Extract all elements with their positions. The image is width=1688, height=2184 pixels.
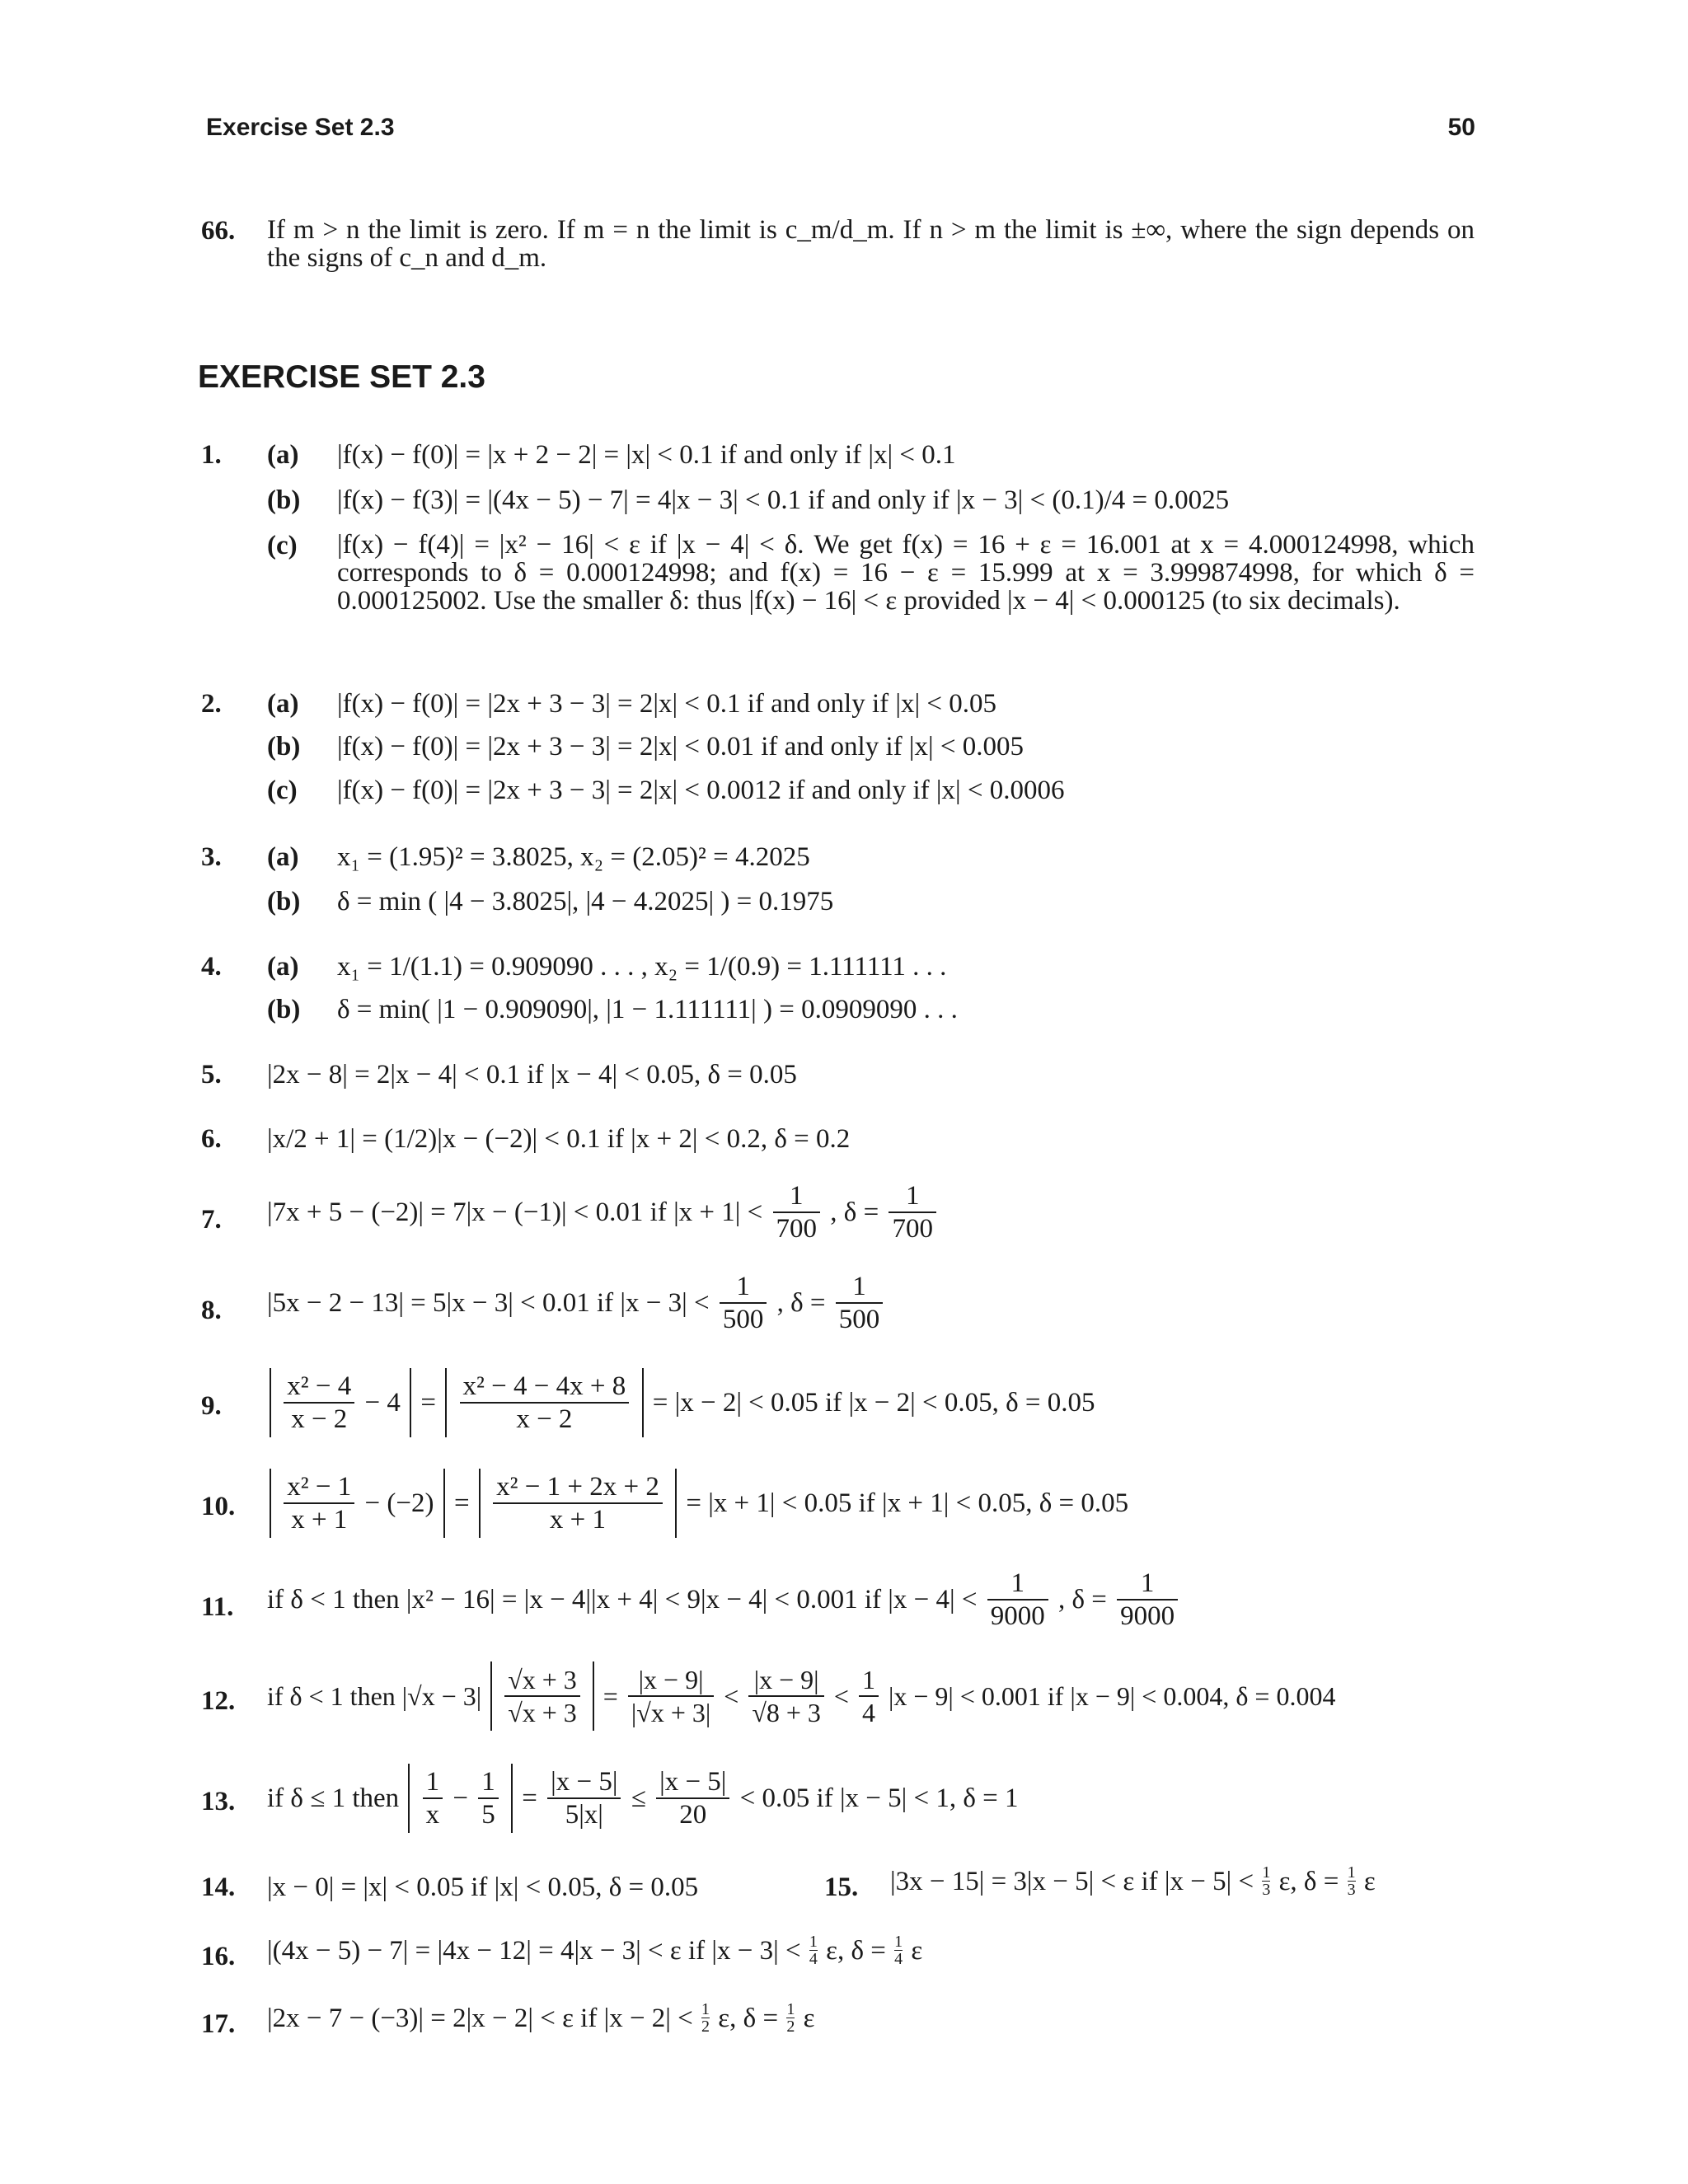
exercise-number: 10. (201, 1492, 236, 1521)
fraction: $\frac{\text{x² − 1}}{x + 1}$ (284, 1471, 354, 1535)
exercise-number: 17. (201, 2009, 236, 2039)
exercise-text: |2x − 8| = 2|x − 4| < 0.1 if |x − 4| < 0.05, δ = 0.05 (267, 1060, 797, 1090)
equals-sign: = (420, 1388, 437, 1418)
page-number: 50 (1447, 114, 1475, 141)
fraction: $\frac{1}{2}$ (701, 2000, 710, 2036)
expression: if δ < 1 then |√x − 3| (267, 1681, 482, 1711)
exercise-text: If m > n the limit is zero. If m = n the limit is c_m/d_m. If n > m the limit is ±∞, where the sign depends on the signs of c_n and d_m. (267, 215, 1475, 273)
part-a-text: x₁ = (1.95)² = 3.8025, x₂ = (2.05)² = 4.2025 (337, 842, 810, 872)
expression: ε (1363, 1866, 1376, 1896)
part-b-text: |f(x) − f(0)| = |2x + 3 − 3| = 2|x| < 0.01 if and only if |x| < 0.005 (337, 732, 1024, 762)
fraction: $\frac{1}{2}$ (786, 2000, 795, 2036)
fraction: $\frac{\text{x² − 4}}{x - 2}$ (284, 1371, 354, 1435)
exercise-number: 7. (201, 1205, 222, 1235)
exercise-number: 6. (201, 1124, 222, 1154)
fraction: $\frac{1}{500}$ (836, 1271, 884, 1335)
fraction: $\frac{1}{4}$ (859, 1664, 879, 1728)
part-a-text: |f(x) − f(0)| = |2x + 3 − 3| = 2|x| < 0.1 if and only if |x| < 0.05 (337, 689, 996, 719)
running-header-title: Exercise Set 2.3 (206, 114, 395, 141)
fraction: $\frac{1}{700}$ (773, 1180, 821, 1244)
expression: − (−2) (364, 1488, 434, 1518)
exercise-number: 9. (201, 1391, 222, 1421)
exercise-number: 14. (201, 1872, 236, 1902)
equals-sign: = (603, 1681, 618, 1711)
fraction: $\frac{1}{9000}$ (987, 1568, 1048, 1632)
part-label: (b) (267, 732, 301, 762)
exercise-number: 13. (201, 1787, 236, 1816)
fraction: $\frac{|x - 9|}{√8 + 3}$ (748, 1664, 824, 1728)
fraction: $\frac{|x - 5|}{5|x|}$ (547, 1766, 621, 1830)
part-b-text: δ = min( |1 − 0.909090|, |1 − 1.111111| ) = 0.0909090 . . . (337, 995, 958, 1024)
part-label: (b) (267, 485, 301, 515)
part-c-text: |f(x) − f(4)| = |x² − 16| < ε if |x − 4| < δ. We get f(x) = 16 + ε = 16.001 at x = 4.000124998, which corresponds to δ = 0.000124998; and f(x) = 16 − ε = 15.999 at x = 3.999874998, for which δ = 0.000125002. Use the smaller δ: thus |f(x) − 16| < ε provided |x − 4| < 0.000125 (to six decimals). (337, 530, 1475, 616)
expression: , δ = (1058, 1585, 1107, 1615)
fraction: $\frac{|x - 9|}{|√x + 3|}$ (628, 1664, 714, 1728)
minus-sign: − (452, 1783, 469, 1813)
expression: ε, δ = (826, 1935, 886, 1966)
expression: |x − 9| < 0.001 if |x − 9| < 0.004, δ = 0.004 (888, 1681, 1336, 1711)
expression: if δ < 1 then |x² − 16| = |x − 4||x + 4| < 9|x − 4| < 0.001 if |x − 4| < (267, 1585, 978, 1615)
expression: ε (911, 1935, 923, 1966)
expression: = |x + 1| < 0.05 if |x + 1| < 0.05, δ = 0.05 (686, 1488, 1129, 1518)
equals-sign: = (522, 1783, 537, 1813)
expression: , δ = (776, 1288, 826, 1318)
part-label: (c) (267, 531, 298, 560)
expression: |2x − 7 − (−3)| = 2|x − 2| < ε if |x − 2| < (267, 2003, 693, 2033)
equals-sign: = (453, 1488, 470, 1518)
fraction: $\frac{1}{3}$ (1262, 1863, 1271, 1899)
exercise-text: |x/2 + 1| = (1/2)|x − (−2)| < 0.1 if |x + 2| < 0.2, δ = 0.2 (267, 1124, 851, 1154)
section-title: EXERCISE SET 2.3 (198, 359, 485, 395)
part-b-text: |f(x) − f(3)| = |(4x − 5) − 7| = 4|x − 3| < 0.1 if and only if |x − 3| < (0.1)/4 = 0.0025 (337, 485, 1230, 515)
exercise-number: 2. (201, 689, 222, 719)
expression: |5x − 2 − 13| = 5|x − 3| < 0.01 if |x − 3| < (267, 1288, 710, 1318)
exercise-number: 8. (201, 1296, 222, 1325)
part-a-text: x₁ = 1/(1.1) = 0.909090 . . . , x₂ = 1/(0.9) = 1.111111 . . . (337, 952, 947, 982)
expression: , δ = (830, 1197, 879, 1227)
expression: |3x − 15| = 3|x − 5| < ε if |x − 5| < (890, 1866, 1254, 1896)
fraction: $\frac{\text{x² − 4 − 4x + 8}}{x - 2}$ (460, 1371, 630, 1435)
fraction: $\frac{\text{x² − 1 + 2x + 2}}{x + 1}$ (493, 1471, 663, 1535)
part-label: (b) (267, 887, 301, 916)
fraction: $\frac{1}{700}$ (889, 1180, 936, 1244)
exercise-number: 12. (201, 1686, 236, 1716)
exercise-number: 4. (201, 952, 222, 982)
expression: − 4 (364, 1388, 401, 1418)
expression: |7x + 5 − (−2)| = 7|x − (−1)| < 0.01 if |x + 1| < (267, 1197, 763, 1227)
exercise-number: 3. (201, 842, 222, 872)
exercise-number: 1. (201, 440, 222, 470)
fraction: $\frac{1}{4}$ (809, 1933, 818, 1968)
part-a-text: |f(x) − f(0)| = |x + 2 − 2| = |x| < 0.1 if and only if |x| < 0.1 (337, 440, 956, 470)
part-label: (a) (267, 952, 299, 982)
part-label: (b) (267, 995, 301, 1024)
exercise-number: 11. (201, 1592, 234, 1622)
fraction: $\frac{√x + 3}{√x + 3}$ (504, 1664, 580, 1728)
part-label: (a) (267, 689, 299, 719)
expression: < 0.05 if |x − 5| < 1, δ = 1 (739, 1783, 1019, 1813)
fraction: $\frac{1}{4}$ (894, 1933, 903, 1968)
part-c-text: |f(x) − f(0)| = |2x + 3 − 3| = 2|x| < 0.0012 if and only if |x| < 0.0006 (337, 776, 1065, 805)
fraction: $\frac{1}{x}$ (423, 1766, 443, 1830)
exercise-number: 15. (824, 1872, 859, 1902)
expression: ε, δ = (718, 2003, 779, 2033)
less-than-sign: < (724, 1681, 739, 1711)
expression: |(4x − 5) − 7| = |4x − 12| = 4|x − 3| < ε if |x − 3| < (267, 1935, 801, 1966)
fraction: $\frac{|x - 5|}{20}$ (656, 1766, 729, 1830)
part-b-text: δ = min ( |4 − 3.8025|, |4 − 4.2025| ) = 0.1975 (337, 887, 834, 916)
fraction: $\frac{1}{3}$ (1347, 1863, 1356, 1899)
fraction: $\frac{1}{5}$ (478, 1766, 499, 1830)
fraction: $\frac{1}{500}$ (720, 1271, 767, 1335)
exercise-number: 5. (201, 1060, 222, 1090)
exercise-number: 16. (201, 1942, 236, 1971)
less-equal-sign: ≤ (631, 1783, 646, 1813)
part-label: (c) (267, 776, 298, 805)
exercise-text: |x − 0| = |x| < 0.05 if |x| < 0.05, δ = 0.05 (267, 1872, 699, 1902)
expression: ε, δ = (1278, 1866, 1339, 1896)
expression: = |x − 2| < 0.05 if |x − 2| < 0.05, δ = 0.05 (652, 1388, 1095, 1418)
expression: ε (803, 2003, 815, 2033)
part-label: (a) (267, 842, 299, 872)
less-than-sign: < (833, 1681, 849, 1711)
fraction: $\frac{1}{9000}$ (1117, 1568, 1178, 1632)
exercise-number: 66. (201, 216, 236, 246)
part-label: (a) (267, 440, 299, 470)
expression: if δ ≤ 1 then (267, 1783, 400, 1813)
